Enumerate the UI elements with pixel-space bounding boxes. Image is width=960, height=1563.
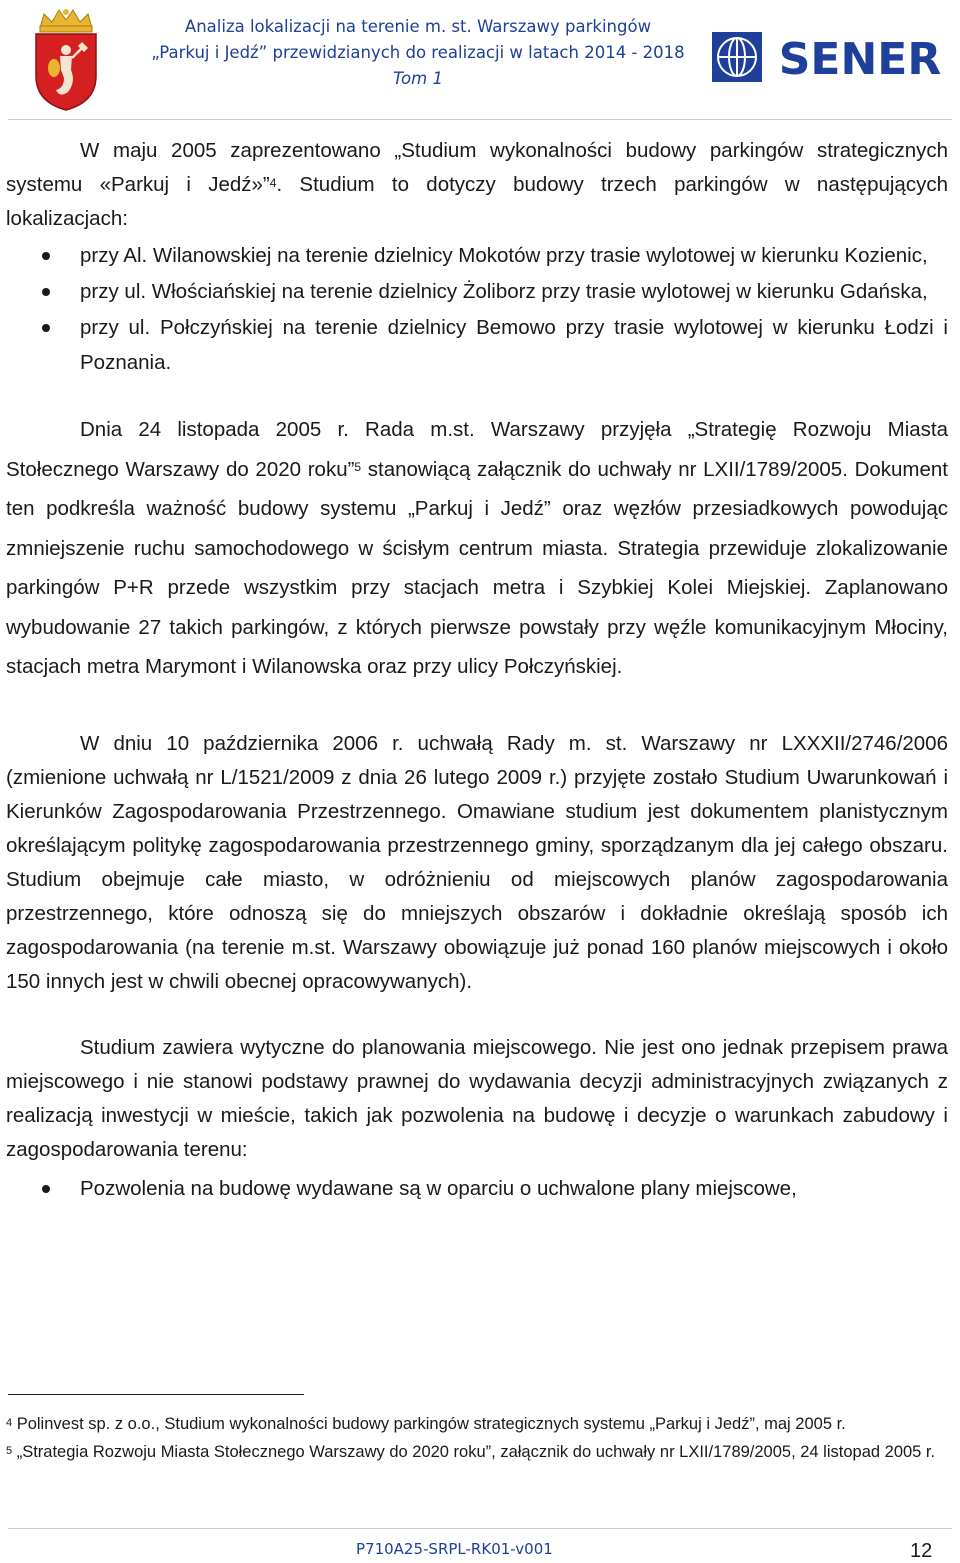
paragraph-3: W dniu 10 października 2006 r. uchwałą Rady m. st. Warszawy nr LXXXII/2746/2006 (zmienione uchwałą nr L/1521/2009 z dnia 26 lutego 2009 r.) przyjęte zostało Studium Uwarunkowań i Kierunków Zagospodarowania Przestrzennego. Omawiane studium jest dokumentem planistycznym określającym politykę zagospodarowania przestrzennego gminy, sporządzanym dla jej całego obszaru. Studium obejmuje całe miasto, w odróżnieniu od miejscowych planów zagospodarowania przestrzennego, które odnoszą się do mniejszych obszarów i dokładnie określają sposób ich zagospodarowania (na terenie m.st. Warszawy obowiązuje już ponad 160 planów miejscowych i około 150 innych jest w chwili obecnej opracowywanych). [6, 731, 948, 993]
header-volume-line: Tom 1 [393, 69, 443, 88]
sener-logo-icon [712, 30, 956, 84]
permits-list [6, 1171, 948, 1206]
bullet-icon [42, 252, 50, 260]
header-title-block [118, 14, 718, 92]
list-item: Pozwolenia na budowę wydawane są w oparciu o uchwalone plany miejscowe, [6, 1171, 948, 1206]
footnote-5: $^5$ „Strategia Rozwoju Miasta Stołecznego Warszawy do 2020 roku”, załącznik do uchwały nr LXII/1789/2005, 24 listopad 2005 r. [6, 1443, 936, 1461]
list-item: przy Al. Wilanowskiej na terenie dzielnicy Mokotów przy trasie wylotowej w kierunku Kozienic, [6, 238, 948, 273]
document-body [6, 134, 948, 1207]
bullet-icon [42, 288, 50, 296]
header-divider [8, 119, 952, 120]
list-item: przy ul. Włościańskiej na terenie dzielnicy Żoliborz przy trasie wylotowej w kierunku Gdańska, [6, 274, 948, 309]
locations-list [6, 238, 948, 380]
svg-text:SENER: SENER [778, 34, 942, 84]
footnote-4: $^4$ Polinvest sp. z o.o., Studium wykonalności budowy parkingów strategicznych systemu „Parkuj i Jedź”, maj 2005 r. [6, 1415, 846, 1433]
list-item: przy ul. Połczyńskiej na terenie dzielnicy Bemowo przy trasie wylotowej w kierunku Łodzi i Poznania. [6, 310, 948, 380]
document-code: P710A25-SRPL-RK01-v001 [356, 1540, 553, 1558]
header-title-line: Analiza lokalizacji na terenie m. st. Warszawy parkingów [184, 17, 652, 36]
footnote-ref-5[interactable]: 5 [354, 459, 362, 474]
paragraph-1: W maju 2005 zaprezentowano „Studium wykonalności budowy parkingów strategicznych systemu «Parkuj i Jedź»”$^4$. Studium to dotyczy budowy trzech parkingów w następujących lokalizacjach: [6, 139, 948, 230]
bullet-icon [42, 324, 50, 332]
header-subtitle-line: „Parkuj i Jedź” przewidzianych do realizacji w latach 2014 - 2018 [151, 43, 685, 62]
footnote-divider [8, 1394, 304, 1395]
page-header [0, 0, 960, 120]
warsaw-coat-of-arms-icon [30, 6, 102, 112]
page-number: 12 [910, 1540, 933, 1562]
paragraph-4: Studium zawiera wytyczne do planowania miejscowego. Nie jest ono jednak przepisem prawa miejscowego i nie stanowi podstawy prawnej do wydawania decyzji administracyjnych związanych z realizacją inwestycji w mieście, takich jak pozwolenia na budowę i decyzje o warunkach zabudowy i zagospodarowania terenu: [6, 1035, 948, 1161]
footnotes [6, 1410, 948, 1466]
footer-divider [8, 1528, 952, 1529]
footnote-ref-4[interactable]: 4 [269, 176, 277, 190]
bullet-icon [42, 1185, 50, 1193]
paragraph-2: Dnia 24 listopada 2005 r. Rada m.st. Warszawy przyjęła „Strategię Rozwoju Miasta Stołecznego Warszawy do 2020 roku”$^5$ stanowiącą załącznik do uchwały nr LXII/1789/2005. Dokument ten podkreśla ważność budowy systemu „Parkuj i Jedź” oraz węzłów przesiadkowych powodując zmniejszenie ruchu samochodowego w ścisłym centrum miasta. Strategia przewiduje zlokalizowanie parkingów P+R przede wszystkim przy stacjach metra i Szybkiej Kolei Miejskiej. Zaplanowano wybudowanie 27 takich parkingów, z których pierwsze powstały przy węźle komunikacyjnym Młociny, stacjach metra Marymont i Wilanowska oraz przy ulicy Połczyńskiej. [6, 418, 948, 678]
